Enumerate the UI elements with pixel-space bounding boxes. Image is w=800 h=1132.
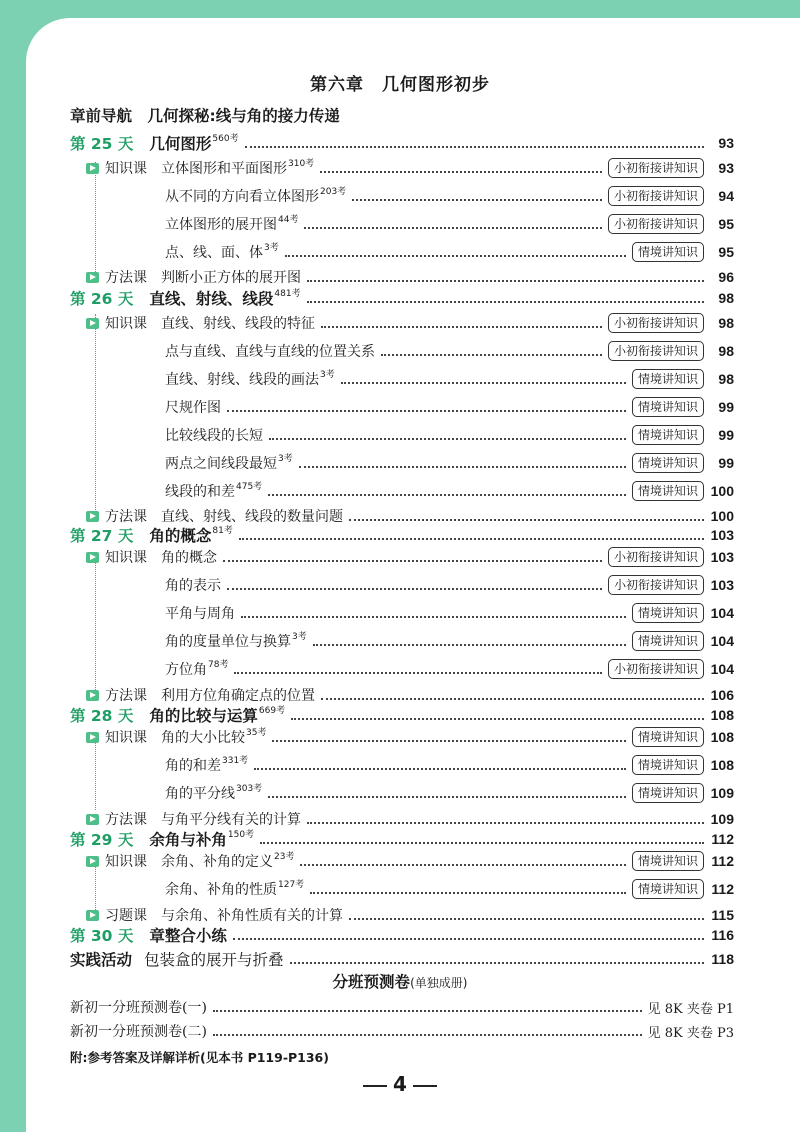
toc-item[interactable] [86, 876, 734, 902]
leader-dots [313, 644, 626, 646]
play-icon [86, 552, 99, 563]
knowledge-tag: 情境讲知识 [632, 453, 704, 473]
item-title: 余角、补角的定义 [161, 854, 273, 870]
day-label: 第 30 天 [70, 927, 134, 945]
test-ref: 见 8K 夹卷 P3 [647, 1025, 734, 1041]
play-icon [86, 272, 99, 283]
item-title: 与余角、补角性质有关的计算 [161, 908, 343, 924]
knowledge-tag: 情境讲知识 [632, 755, 704, 775]
toc-item[interactable] [86, 806, 734, 832]
knowledge-tag: 小初衔接讲知识 [608, 341, 704, 361]
play-icon [86, 910, 99, 921]
item-title: 比较线段的长短 [165, 428, 263, 444]
item-title: 线段的和差 [165, 484, 235, 500]
page-ref: 109 [710, 785, 734, 801]
day-row[interactable] [70, 130, 734, 156]
day-label: 第 26 天 [70, 290, 134, 308]
test-title: 新初一分班预测卷(一) [70, 1000, 207, 1016]
leader-dots [227, 410, 626, 412]
knowledge-tag: 情境讲知识 [632, 369, 704, 389]
leader-dots [234, 672, 602, 674]
item-title: 方位角 [165, 662, 207, 678]
toc-item[interactable] [86, 752, 734, 778]
leader-dots [299, 466, 626, 468]
page-ref: 104 [710, 661, 734, 677]
leader-dots [321, 698, 704, 700]
day-title: 角的比较与运算 [149, 707, 258, 725]
toc-item[interactable] [86, 450, 734, 476]
toc-item[interactable] [86, 572, 734, 598]
toc-item[interactable] [86, 422, 734, 448]
leader-dots [223, 560, 602, 562]
leader-dots [381, 354, 602, 356]
item-title: 尺规作图 [165, 400, 221, 416]
day-title: 章整合小练 [149, 927, 227, 945]
item-count: 3考 [292, 631, 307, 642]
leader-dots [341, 382, 626, 384]
section-title-text: 分班预测卷 [332, 973, 411, 991]
knowledge-tag: 情境讲知识 [632, 783, 704, 803]
item-count: 303考 [236, 783, 263, 794]
toc-item[interactable] [86, 544, 734, 570]
section-note: (单独成册) [410, 976, 468, 990]
leader-dots [227, 588, 602, 590]
item-title: 角的表示 [165, 578, 221, 594]
knowledge-tag: 小初衔接讲知识 [608, 313, 704, 333]
page-ref: 93 [718, 160, 734, 176]
toc-item[interactable] [86, 724, 734, 750]
page-ref: 100 [710, 508, 734, 524]
item-count: 23考 [274, 851, 295, 862]
item-count: 127考 [278, 879, 305, 890]
page-number [0, 1072, 800, 1096]
item-count: 203考 [320, 186, 347, 197]
item-title: 点、线、面、体 [165, 245, 263, 261]
play-icon [86, 318, 99, 329]
day-count: 150考 [227, 829, 255, 840]
play-icon [86, 856, 99, 867]
leader-dots [213, 1034, 642, 1036]
page-ref: 93 [718, 135, 734, 151]
leader-dots [307, 822, 704, 824]
page-ref: 103 [710, 549, 734, 565]
leader-dots [272, 740, 626, 742]
knowledge-tag: 情境讲知识 [632, 879, 704, 899]
page-ref: 112 [711, 853, 734, 869]
page-ref: 103 [710, 577, 734, 593]
toc-item[interactable] [86, 848, 734, 874]
item-count: 331考 [222, 755, 249, 766]
page-ref: 96 [718, 269, 734, 285]
leader-dots [233, 938, 704, 940]
leader-dots [268, 796, 626, 798]
leader-dots [239, 538, 704, 540]
toc-item[interactable] [86, 902, 734, 928]
leader-dots [349, 519, 704, 521]
page-ref: 104 [710, 633, 734, 649]
leader-dots [269, 438, 626, 440]
page-ref: 94 [718, 188, 734, 204]
day-count: 481考 [274, 288, 301, 299]
item-count: 475考 [236, 481, 263, 492]
course-type: 知识课 [105, 730, 147, 746]
knowledge-tag: 情境讲知识 [632, 425, 704, 445]
toc-item[interactable] [86, 183, 734, 209]
toc-item[interactable] [86, 211, 734, 237]
toc-item[interactable] [86, 264, 734, 290]
page-ref: 109 [710, 811, 734, 827]
item-count: 3考 [320, 369, 335, 380]
page-ref: 106 [710, 687, 734, 703]
leader-dots [300, 864, 626, 866]
item-count: 35考 [246, 727, 267, 738]
page-ref: 98 [718, 343, 734, 359]
day-count: 669考 [258, 705, 286, 716]
page-ref: 98 [718, 290, 734, 306]
leader-dots [285, 255, 626, 257]
item-title: 余角、补角的性质 [165, 882, 277, 898]
knowledge-tag: 小初衔接讲知识 [608, 659, 704, 679]
page-ref: 104 [710, 605, 734, 621]
page-ref: 103 [710, 527, 734, 543]
test-title: 新初一分班预测卷(二) [70, 1024, 207, 1040]
course-type: 知识课 [105, 161, 147, 177]
course-type: 习题课 [105, 908, 147, 924]
leader-dots [260, 842, 704, 844]
course-type: 方法课 [105, 270, 147, 286]
test-row[interactable] [70, 994, 734, 1020]
page-ref: 98 [718, 315, 734, 331]
knowledge-tag: 小初衔接讲知识 [608, 158, 704, 178]
day-label: 第 29 天 [70, 831, 134, 849]
play-icon [86, 511, 99, 522]
test-ref: 见 8K 夹卷 P1 [647, 1001, 734, 1017]
page-ref: 108 [710, 757, 734, 773]
item-title: 立体图形的展开图 [165, 217, 277, 233]
practice-label: 实践活动 [70, 951, 133, 969]
course-type: 方法课 [105, 812, 147, 828]
toc-item[interactable] [86, 366, 734, 392]
knowledge-tag: 小初衔接讲知识 [608, 186, 704, 206]
toc-item[interactable] [86, 338, 734, 364]
day-label: 第 27 天 [70, 527, 134, 545]
page-number-text: 4 [393, 1072, 407, 1096]
section-title [0, 970, 800, 992]
item-title: 角的概念 [161, 550, 217, 566]
knowledge-tag: 情境讲知识 [632, 242, 704, 262]
leader-dots [304, 227, 602, 229]
item-count: 3考 [278, 453, 293, 464]
test-row[interactable] [70, 1018, 734, 1044]
course-type: 方法课 [105, 688, 147, 704]
item-title: 平角与周角 [165, 606, 235, 622]
item-title: 直线、射线、线段的特征 [161, 316, 315, 332]
leader-dots [268, 494, 626, 496]
toc-item[interactable] [86, 628, 734, 654]
page-ref: 99 [718, 399, 734, 415]
toc-item[interactable] [86, 394, 734, 420]
day-count: 81考 [212, 525, 233, 536]
knowledge-tag: 小初衔接讲知识 [608, 214, 704, 234]
toc-item[interactable] [86, 600, 734, 626]
item-title: 角的和差 [165, 758, 221, 774]
toc-item[interactable] [86, 656, 734, 682]
item-title: 角的度量单位与换算 [165, 634, 291, 650]
day-label: 第 28 天 [70, 707, 134, 725]
page-ref: 99 [718, 427, 734, 443]
practice-title: 包装盒的展开与折叠 [144, 951, 284, 969]
leader-dots [320, 171, 602, 173]
item-title: 直线、射线、线段的画法 [165, 372, 319, 388]
item-title: 立体图形和平面图形 [161, 161, 287, 177]
leader-dots [254, 768, 626, 770]
knowledge-tag: 情境讲知识 [632, 851, 704, 871]
toc-item[interactable] [86, 239, 734, 265]
item-title: 判断小正方体的展开图 [161, 270, 301, 286]
knowledge-tag: 情境讲知识 [632, 631, 704, 651]
toc-item[interactable] [86, 478, 734, 504]
course-type: 方法课 [105, 509, 147, 525]
page-ref: 95 [718, 216, 734, 232]
leader-dots [307, 280, 704, 282]
play-icon [86, 732, 99, 743]
course-type: 知识课 [105, 854, 147, 870]
leader-dots [310, 892, 626, 894]
toc-item[interactable] [86, 310, 734, 336]
item-title: 点与直线、直线与直线的位置关系 [165, 344, 375, 360]
page-ref: 116 [711, 927, 734, 943]
item-title: 直线、射线、线段的数量问题 [161, 509, 343, 525]
page-ref: 118 [711, 951, 734, 967]
page-ref: 115 [711, 907, 734, 923]
play-icon [86, 690, 99, 701]
leader-dots [307, 301, 704, 303]
chapter-title: 第六章 几何图形初步 [310, 75, 490, 95]
toc-item[interactable] [86, 682, 734, 708]
knowledge-tag: 小初衔接讲知识 [608, 575, 704, 595]
course-type: 知识课 [105, 550, 147, 566]
page-ref: 108 [710, 729, 734, 745]
course-type: 知识课 [105, 316, 147, 332]
item-count: 44考 [278, 214, 299, 225]
toc-item[interactable] [86, 503, 734, 529]
item-title: 利用方位角确定点的位置 [161, 688, 315, 704]
play-icon [86, 814, 99, 825]
day-title: 直线、射线、线段 [149, 290, 274, 308]
leader-dots [349, 918, 704, 920]
day-title: 余角与补角 [149, 831, 227, 849]
item-count: 310考 [288, 158, 315, 169]
chapter-nav: 章前导航 几何探秘:线与角的接力传递 [70, 107, 340, 125]
day-title: 角的概念 [149, 527, 212, 545]
page-ref: 100 [710, 483, 734, 499]
item-count: 3考 [264, 242, 279, 253]
leader-dots [245, 146, 704, 148]
day-label: 第 25 天 [70, 135, 134, 153]
practice-row[interactable] [70, 946, 734, 972]
leader-dots [352, 199, 602, 201]
toc-item[interactable] [86, 155, 734, 181]
item-title: 从不同的方向看立体图形 [165, 189, 319, 205]
page-ref: 112 [711, 881, 734, 897]
leader-dots [321, 326, 602, 328]
day-count: 560考 [212, 133, 239, 144]
leader-dots [290, 962, 704, 964]
page-ref: 95 [718, 244, 734, 260]
item-title: 角的平分线 [165, 786, 235, 802]
page-ref: 99 [718, 455, 734, 471]
knowledge-tag: 情境讲知识 [632, 481, 704, 501]
item-title: 两点之间线段最短 [165, 456, 277, 472]
knowledge-tag: 情境讲知识 [632, 397, 704, 417]
leader-dots [213, 1010, 642, 1012]
page-ref: 112 [711, 831, 734, 847]
item-title: 角的大小比较 [161, 730, 245, 746]
toc-item[interactable] [86, 780, 734, 806]
knowledge-tag: 情境讲知识 [632, 727, 704, 747]
page-ref: 108 [710, 707, 734, 723]
item-count: 78考 [208, 659, 229, 670]
knowledge-tag: 情境讲知识 [632, 603, 704, 623]
item-title: 与角平分线有关的计算 [161, 812, 301, 828]
leader-dots [291, 718, 704, 720]
leader-dots [241, 616, 626, 618]
page-ref: 98 [718, 371, 734, 387]
footnote: 附:参考答案及详解详析(见本书 P119-P136) [70, 1050, 329, 1065]
knowledge-tag: 小初衔接讲知识 [608, 547, 704, 567]
play-icon [86, 163, 99, 174]
day-title: 几何图形 [149, 135, 212, 153]
